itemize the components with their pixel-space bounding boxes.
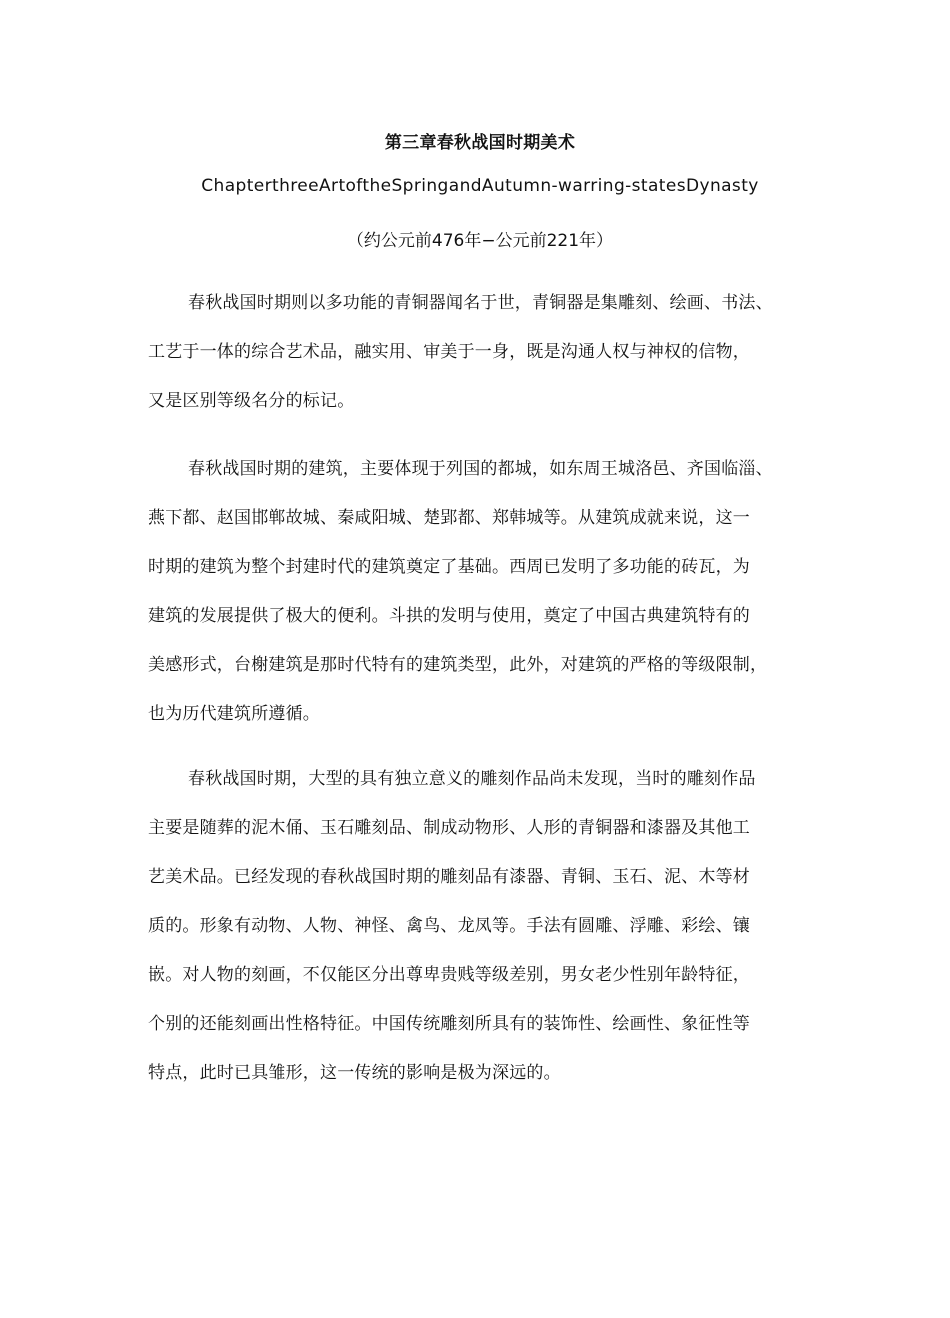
paragraph-sculpture [148,767,828,1110]
paragraph-line: 美感形式，台榭建筑是那时代特有的建筑类型，此外，对建筑的严格的等级限制， [148,655,768,675]
chapter-title: 第三章春秋战国时期美术 [384,133,576,153]
paragraph-line: 春秋战国时期则以多功能的青铜器闻名于世，青铜器是集雕刻、绘画、书法、 [188,293,773,313]
paragraph-line: 春秋战国时期，大型的具有独立意义的雕刻作品尚未发现，当时的雕刻作品 [188,769,756,789]
chapter-subtitle-english: ChapterthreeArtoftheSpringandAutumn-warring-statesDynasty [201,176,759,196]
paragraph-line: 工艺于一体的综合艺术品，融实用、审美于一身，既是沟通人权与神权的信物， [148,342,750,362]
paragraph-line: 个别的还能刻画出性格特征。中国传统雕刻所具有的装饰性、绘画性、象征性等 [148,1014,750,1034]
paragraph-line: 时期的建筑为整个封建时代的建筑奠定了基础。西周已发明了多功能的砖瓦，为 [148,557,750,577]
chapter-date-range: （约公元前476年−公元前221年） [346,231,614,251]
paragraph-line: 特点，此时已具雏形，这一传统的影响是极为深远的。 [148,1063,561,1083]
paragraph-line: 春秋战国时期的建筑，主要体现于列国的都城，如东周王城洛邑、齐国临淄、 [188,459,773,479]
paragraph-line: 燕下都、赵国邯郸故城、秦咸阳城、楚郢都、郑韩城等。从建筑成就来说，这一 [148,508,750,528]
paragraph-line: 艺美术品。已经发现的春秋战国时期的雕刻品有漆器、青铜、玉石、泥、木等材 [148,867,750,887]
paragraph-line: 嵌。对人物的刻画，不仅能区分出尊卑贵贱等级差别，男女老少性别年龄特征， [148,965,750,985]
paragraph-architecture [148,457,828,751]
paragraph-bronze-ware [148,291,828,438]
paragraph-line: 也为历代建筑所遵循。 [148,704,320,724]
paragraph-line: 又是区别等级名分的标记。 [148,391,355,411]
paragraph-line: 质的。形象有动物、人物、神怪、禽鸟、龙凤等。手法有圆雕、浮雕、彩绘、镶 [148,916,750,936]
paragraph-line: 建筑的发展提供了极大的便利。斗拱的发明与使用，奠定了中国古典建筑特有的 [148,606,750,626]
paragraph-line: 主要是随葬的泥木俑、玉石雕刻品、制成动物形、人形的青铜器和漆器及其他工 [148,818,750,838]
